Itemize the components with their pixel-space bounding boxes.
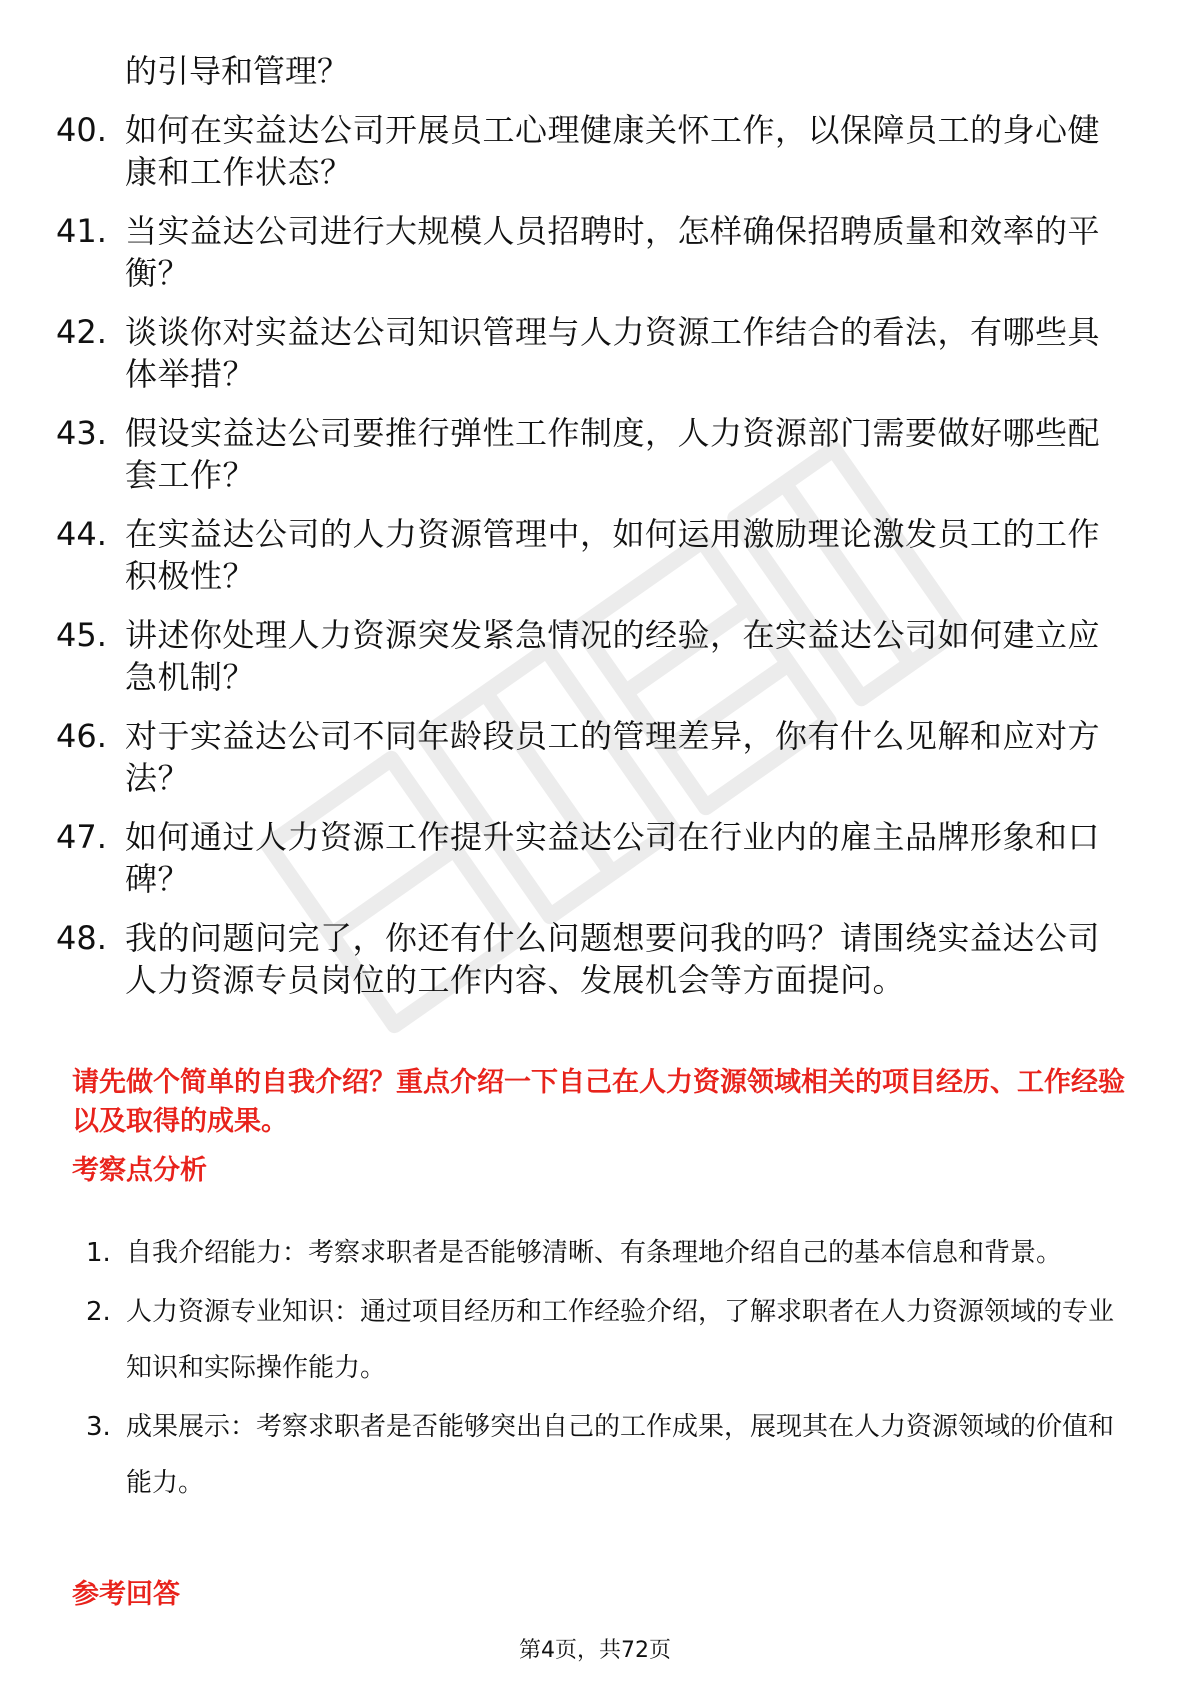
question-text: 讲述你处理人力资源突发紧急情况的经验，在实益达公司如何建立应急机制？: [125, 616, 1101, 696]
list-item: [0, 412, 1190, 496]
question-number: 46.: [56, 717, 107, 755]
question-number: 43.: [56, 414, 107, 452]
question-text: 谈谈你对实益达公司知识管理与人力资源工作结合的看法，有哪些具体举措？: [125, 313, 1101, 393]
question-number: 45.: [56, 616, 107, 654]
list-item: [0, 715, 1190, 799]
list-item: [0, 210, 1190, 294]
question-text: 当实益达公司进行大规模人员招聘时，怎样确保招聘质量和效率的平衡？: [125, 212, 1101, 292]
question-text: 如何通过人力资源工作提升实益达公司在行业内的雇主品牌形象和口碑？: [125, 818, 1101, 898]
point-text: 成果展示：考察求职者是否能够突出自己的工作成果，展现其在人力资源领域的价值和能力。: [126, 1412, 1115, 1498]
list-item: [0, 1284, 1190, 1396]
question-number: 47.: [56, 818, 107, 856]
list-item: [0, 1225, 1190, 1281]
analysis-heading: 考察点分析: [72, 1155, 207, 1186]
question-text: 对于实益达公司不同年龄段员工的管理差异，你有什么见解和应对方法？: [125, 717, 1101, 797]
point-number: 2.: [86, 1297, 111, 1327]
question-text: 如何在实益达公司开展员工心理健康关怀工作，以保障员工的身心健康和工作状态？: [125, 111, 1101, 191]
question-text: 假设实益达公司要推行弹性工作制度，人力资源部门需要做好哪些配套工作？: [125, 414, 1101, 494]
question-number: 41.: [56, 212, 107, 250]
list-item: [0, 917, 1190, 1001]
analysis-point-list: [0, 1225, 1190, 1514]
list-item: [0, 816, 1190, 900]
point-number: 3.: [86, 1412, 111, 1442]
list-item: [0, 1399, 1190, 1511]
point-number: 1.: [86, 1238, 111, 1268]
question-text: 我的问题问完了，你还有什么问题想要问我的吗？请围绕实益达公司人力资源专员岗位的工作内容、发展机会等方面提问。: [125, 919, 1101, 999]
question-number: 42.: [56, 313, 107, 351]
point-text: 人力资源专业知识：通过项目经历和工作经验介绍，了解求职者在人力资源领域的专业知识和实际操作能力。: [126, 1297, 1115, 1383]
point-text: 自我介绍能力：考察求职者是否能够清晰、有条理地介绍自己的基本信息和背景。: [126, 1238, 1063, 1268]
list-item: [0, 513, 1190, 597]
highlight-question: 请先做个简单的自我介绍？重点介绍一下自己在人力资源领域相关的项目经历、工作经验以及取得的成果。: [72, 1067, 1125, 1137]
answer-heading: 参考回答: [72, 1579, 180, 1610]
page-footer: 第4页，共72页: [519, 1638, 671, 1663]
question-number: 48.: [56, 919, 107, 957]
list-item: [0, 109, 1190, 193]
list-item: [0, 614, 1190, 698]
list-item: [0, 311, 1190, 395]
question-number: 44.: [56, 515, 107, 553]
question-list: [0, 50, 1190, 1018]
question-number: 40.: [56, 111, 107, 149]
continued-question-text: 的引导和管理？: [125, 52, 350, 90]
question-text: 在实益达公司的人力资源管理中，如何运用激励理论激发员工的工作积极性？: [125, 515, 1101, 595]
